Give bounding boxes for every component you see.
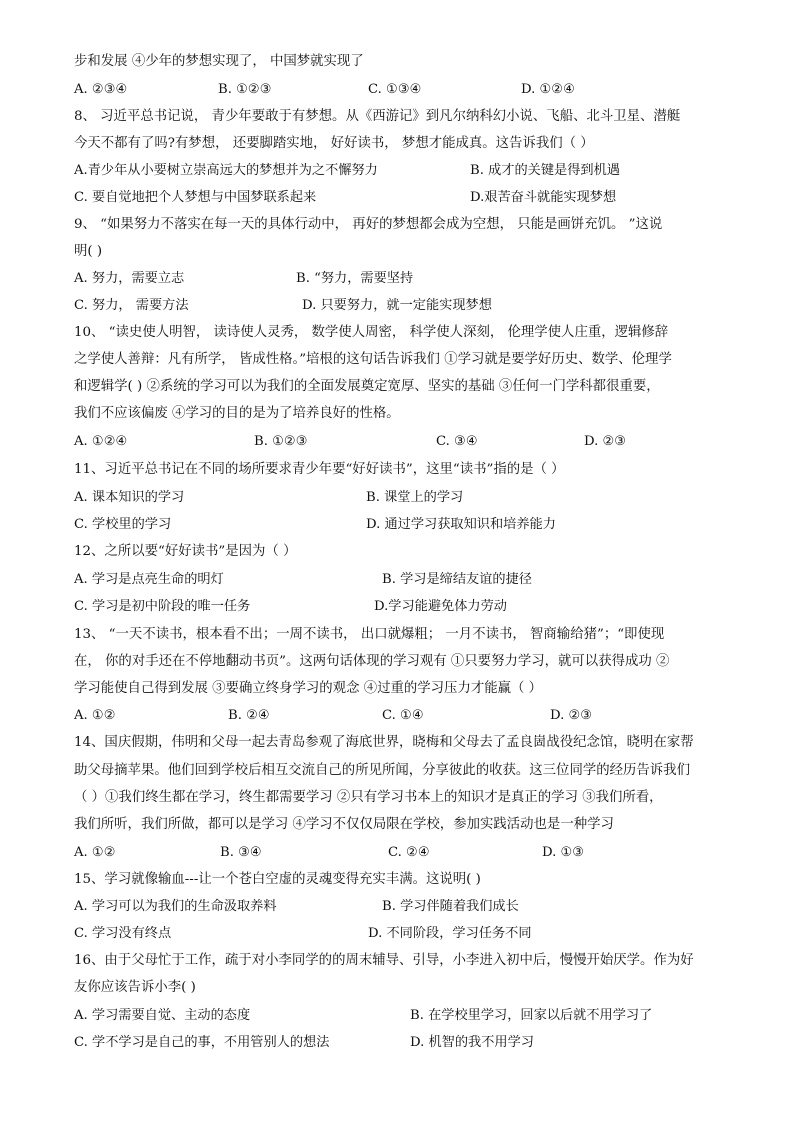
q13-option-a[interactable]: A. ①② bbox=[74, 708, 116, 723]
q8-option-d[interactable]: D.艰苦奋斗就能实现梦想 bbox=[470, 190, 617, 205]
q10-option-d[interactable]: D. ②③ bbox=[584, 434, 627, 449]
q7-option-d[interactable]: D. ①②④ bbox=[521, 82, 575, 97]
question-9-stem-cont: 明( ) bbox=[74, 244, 103, 259]
q12-option-c[interactable]: C. 学习是初中阶段的唯一任务 bbox=[74, 599, 251, 614]
q15-option-b[interactable]: B. 学习伴随着我们成长 bbox=[382, 899, 519, 914]
question-16-stem-cont: 友你应该告诉小李( ) bbox=[74, 980, 196, 995]
q11-option-d[interactable]: D. 通过学习获取知识和培养能力 bbox=[366, 517, 556, 532]
q13-option-d[interactable]: D. ②③ bbox=[550, 708, 593, 723]
q16-option-c[interactable]: C. 学不学习是自己的事，不用管别人的想法 bbox=[74, 1035, 330, 1050]
q16-option-b[interactable]: B. 在学校里学习，回家以后就不用学习了 bbox=[410, 1008, 653, 1023]
question-7-continuation: 步和发展 ④少年的梦想实现了， 中国梦就实现了 bbox=[74, 54, 364, 69]
q14-option-b[interactable]: B. ③④ bbox=[220, 845, 262, 860]
question-14-stem-cont1: 助父母摘苹果。他们回到学校后相互交流自己的所见所闻，分享彼此的收获。这三位同学的经历告诉我们 bbox=[74, 763, 690, 778]
question-14-stem: 14、国庆假期，伟明和父母一起去青岛参观了海底世界，晓梅和父母去了孟良崮战役纪念馆，晓明在家帮 bbox=[74, 735, 694, 750]
q12-option-b[interactable]: B. 学习是缔结友谊的捷径 bbox=[382, 572, 532, 587]
q15-option-c[interactable]: C. 学习没有终点 bbox=[74, 926, 172, 941]
q13-option-b[interactable]: B. ②④ bbox=[228, 708, 270, 723]
q8-option-c[interactable]: C. 要自觉地把个人梦想与中国梦联系起来 bbox=[74, 190, 317, 205]
question-10-stem-cont2: 和逻辑学( ) ②系统的学习可以为我们的全面发展奠定宽厚、坚实的基础 ③任何一门学科都很重要， bbox=[74, 379, 660, 394]
question-13-stem-cont2: 学习能使自己得到发展 ③要确立终身学习的观念 ④过重的学习压力才能赢（ ） bbox=[74, 681, 543, 696]
q14-option-a[interactable]: A. ①② bbox=[74, 845, 116, 860]
question-10-stem: 10、 “读史使人明智， 读诗使人灵秀， 数学使人周密， 科学使人深刻， 伦理学使人庄重，逻辑修辞 bbox=[74, 325, 669, 340]
question-9-stem: 9、 “如果努力不落实在每一天的具体行动中， 再好的梦想都会成为空想， 只能是画饼充饥。 ”这说 bbox=[74, 217, 663, 232]
question-15-stem: 15、学习就像输血---让一个苍白空虚的灵魂变得充实丰满。这说明( ) bbox=[74, 872, 481, 887]
q15-option-a[interactable]: A. 学习可以为我们的生命汲取养料 bbox=[74, 899, 277, 914]
q7-option-b[interactable]: B. ①②③ bbox=[218, 82, 272, 97]
question-13-stem-cont1: 在， 你的对手还在不停地翻动书页”。这两句话体现的学习观有 ①只要努力学习，就可以获得成功 ② bbox=[74, 654, 670, 669]
q8-option-b[interactable]: B. 成才的关键是得到机遇 bbox=[470, 163, 620, 178]
q8-option-a[interactable]: A.青少年从小要树立崇高远大的梦想并为之不懈努力 bbox=[74, 163, 378, 178]
question-12-stem: 12、之所以要“好好读书”是因为（ ） bbox=[74, 544, 297, 559]
question-13-stem: 13、 “一天不读书，根本看不出；一周不读书， 出口就爆粗； 一月不读书， 智商输给猪”；“即使现 bbox=[74, 627, 665, 642]
q13-option-c[interactable]: C. ①④ bbox=[382, 708, 424, 723]
question-14-stem-cont3: 我们所听，我们所做，都可以是学习 ④学习不仅仅局限在学校，参加实践活动也是一种学习 bbox=[74, 817, 614, 832]
q10-option-b[interactable]: B. ①②③ bbox=[254, 434, 308, 449]
question-11-stem: 11、习近平总书记在不同的场所要求青少年要“好好读书”，这里“读书”指的是（ ） bbox=[74, 462, 565, 477]
q11-option-b[interactable]: B. 课堂上的学习 bbox=[366, 490, 464, 505]
question-10-stem-cont1: 之学使人善辩：凡有所学， 皆成性格。”培根的这句话告诉我们 ①学习就是要学好历史、数学、伦理学 bbox=[74, 352, 672, 367]
question-8-stem: 8、 习近平总书记说， 青少年要敢于有梦想。从《西游记》到凡尔纳科幻小说、飞船、北斗卫星、潜艇 bbox=[74, 109, 681, 124]
q9-option-a[interactable]: A. 努力，需要立志 bbox=[74, 271, 185, 286]
q11-option-c[interactable]: C. 学校里的学习 bbox=[74, 517, 172, 532]
q12-option-d[interactable]: D.学习能避免体力劳动 bbox=[374, 599, 507, 614]
q12-option-a[interactable]: A. 学习是点亮生命的明灯 bbox=[74, 572, 224, 587]
q15-option-d[interactable]: D. 不同阶段，学习任务不同 bbox=[368, 926, 532, 941]
q11-option-a[interactable]: A. 课本知识的学习 bbox=[74, 490, 185, 505]
q7-option-c[interactable]: C. ①③④ bbox=[368, 82, 422, 97]
q9-option-d[interactable]: D. 只要努力，就一定能实现梦想 bbox=[302, 298, 492, 313]
q10-option-a[interactable]: A. ①②④ bbox=[74, 434, 128, 449]
q10-option-c[interactable]: C. ③④ bbox=[436, 434, 478, 449]
question-16-stem: 16、由于父母忙于工作，疏于对小李同学的的周末辅导、引导，小李进入初中后，慢慢开始厌学。作为好 bbox=[74, 953, 694, 968]
q14-option-c[interactable]: C. ②④ bbox=[388, 845, 430, 860]
q7-option-a[interactable]: A. ②③④ bbox=[74, 82, 128, 97]
q16-option-d[interactable]: D. 机智的我不用学习 bbox=[410, 1035, 534, 1050]
q9-option-c[interactable]: C. 努力， 需要方法 bbox=[74, 298, 189, 313]
q16-option-a[interactable]: A. 学习需要自觉、主动的态度 bbox=[74, 1008, 251, 1023]
q9-option-b[interactable]: B. “努力，需要坚持 bbox=[296, 271, 414, 286]
question-8-stem-cont: 今天不都有了吗?有梦想， 还要脚踏实地， 好好读书， 梦想才能成真。这告诉我们（ ） bbox=[74, 136, 594, 151]
question-14-stem-cont2: （ ）①我们终生都在学习，终生都需要学习 ②只有学习书本上的知识才是真正的学习 ③我们所看， bbox=[74, 790, 663, 805]
question-10-stem-cont3: 我们不应该偏废 ④学习的目的是为了培养良好的性格。 bbox=[74, 406, 400, 421]
q14-option-d[interactable]: D. ①③ bbox=[542, 845, 585, 860]
